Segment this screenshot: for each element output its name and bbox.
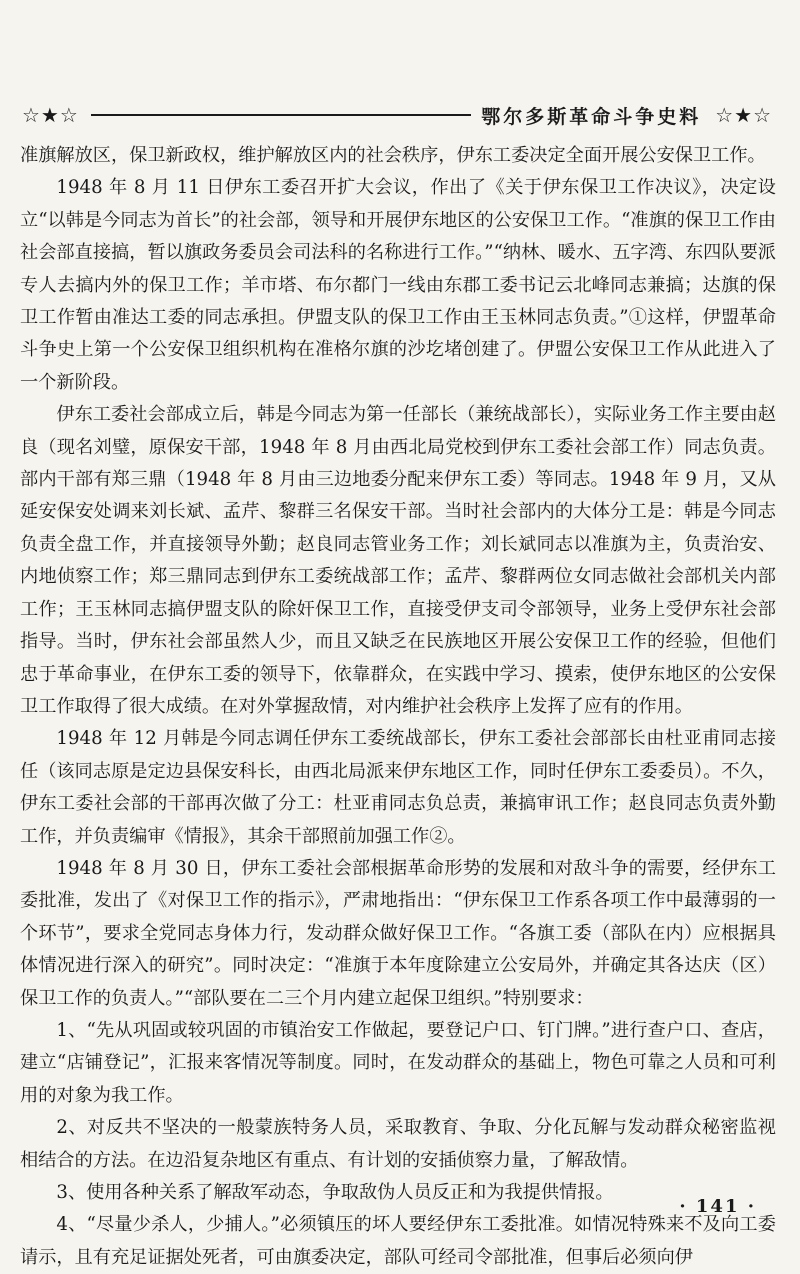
star-ornament-left: ☆★☆ xyxy=(22,103,79,127)
paragraph-continued: 准旗解放区，保卫新政权，维护解放区内的社会秩序，伊东工委决定全面开展公安保卫工作。 xyxy=(20,145,766,166)
list-item: 3、使用各种关系了解敌军动态，争取敌伪人员反正和为我提供情报。 xyxy=(56,1182,614,1203)
list-item: 1、“先从巩固或较巩固的市镇治安工作做起，要登记户口、钉门牌。”进行查户口、查店，建立“店铺登记”，汇报来客情况等制度。同时，在发动群众的基础上，物色可靠之人员和可利用的对象为我工作。 xyxy=(20,1019,776,1106)
header-rule xyxy=(91,114,471,116)
paragraph: 伊东工委社会部成立后，韩是今同志为第一任部长（兼统战部长），实际业务工作主要由赵良（现名刘璧，原保安干部，1948 年 8 月由西北局党校到伊东工委社会部工作）同志负责。部内干部有郑三鼎（1948 年 8 月由三边地委分配来伊东工委）等同志。1948 年 9 月，又从延安保安处调来刘长斌、孟芹、黎群三名保安干部。当时社会部内的大体分工是：韩是今同志负责全盘工作，并直接领导外勤；赵良同志管业务工作；刘长斌同志以准旗为主，负责治安、内地侦察工作；郑三鼎同志到伊东工委统战部工作；孟芹、黎群两位女同志做社会部机关内部工作；王玉林同志搞伊盟支队的除奸保卫工作，直接受伊支司令部领导，业务上受伊东社会部指导。当时，伊东社会部虽然人少，而且又缺乏在民族地区开展公安保卫工作的经验，但他们忠于革命事业，在伊东工委的领导下，依靠群众，在实践中学习、摸索，使伊东地区的公安保卫工作取得了很大成绩。在对外掌握敌情，对内维护社会秩序上发挥了应有的作用。 xyxy=(20,404,776,717)
running-header xyxy=(22,98,772,132)
page-body xyxy=(20,140,776,1274)
paragraph: 1948 年 12 月韩是今同志调任伊东工委统战部长，伊东工委社会部部长由杜亚甫同志接任（该同志原是定边县保安科长，由西北局派来伊东地区工作，同时任伊东工委委员）。不久，伊东工委社会部的干部再次做了分工：杜亚甫同志负总责，兼搞审讯工作；赵良同志负责外勤工作，并负责编审《情报》，其余干部照前加强工作②。 xyxy=(20,728,776,847)
page-number: · 141 · xyxy=(679,1196,756,1217)
journal-title: 鄂尔多斯革命斗争史料 xyxy=(481,105,702,128)
paragraph: 1948 年 8 月 30 日，伊东工委社会部根据革命形势的发展和对敌斗争的需要，经伊东工委批准，发出了《对保卫工作的指示》，严肃地指出：“伊东保卫工作系各项工作中最薄弱的一个环节”，要求全党同志身体力行，发动群众做好保卫工作。“各旗工委（部队在内）应根据具体情况进行深入的研究”。同时决定：“准旗于本年度除建立公安局外，并确定其各达庆（区）保卫工作的负责人。”“部队要在二三个月内建立起保卫组织。”特别要求： xyxy=(20,857,776,1009)
star-ornament-right: ☆★☆ xyxy=(715,103,772,127)
list-item: 4、“尽量少杀人，少捕人。”必须镇压的坏人要经伊东工委批准。如情况特殊来不及向工委请示，且有充足证据处死者，可由旗委决定，部队可经司令部批准，但事后必须向伊 xyxy=(20,1214,776,1268)
list-item: 2、对反共不坚决的一般蒙族特务人员，采取教育、争取、分化瓦解与发动群众秘密监视相结合的方法。在边沿复杂地区有重点、有计划的安插侦察力量，了解敌情。 xyxy=(20,1117,776,1171)
paragraph: 1948 年 8 月 11 日伊东工委召开扩大会议，作出了《关于伊东保卫工作决议》，决定设立“以韩是今同志为首长”的社会部，领导和开展伊东地区的公安保卫工作。“准旗的保卫工作由社会部直接搞，暂以旗政务委员会司法科的名称进行工作。”“纳林、暖水、五字湾、东四队要派专人去搞内外的保卫工作；羊市塔、布尔都门一线由东郡工委书记云北峰同志兼搞；达旗的保卫工作暂由准达工委的同志承担。伊盟支队的保卫工作由王玉林同志负责。”①这样，伊盟革命斗争史上第一个公安保卫组织机构在准格尔旗的沙圪堵创建了。伊盟公安保卫工作从此进入了一个新阶段。 xyxy=(20,177,776,393)
